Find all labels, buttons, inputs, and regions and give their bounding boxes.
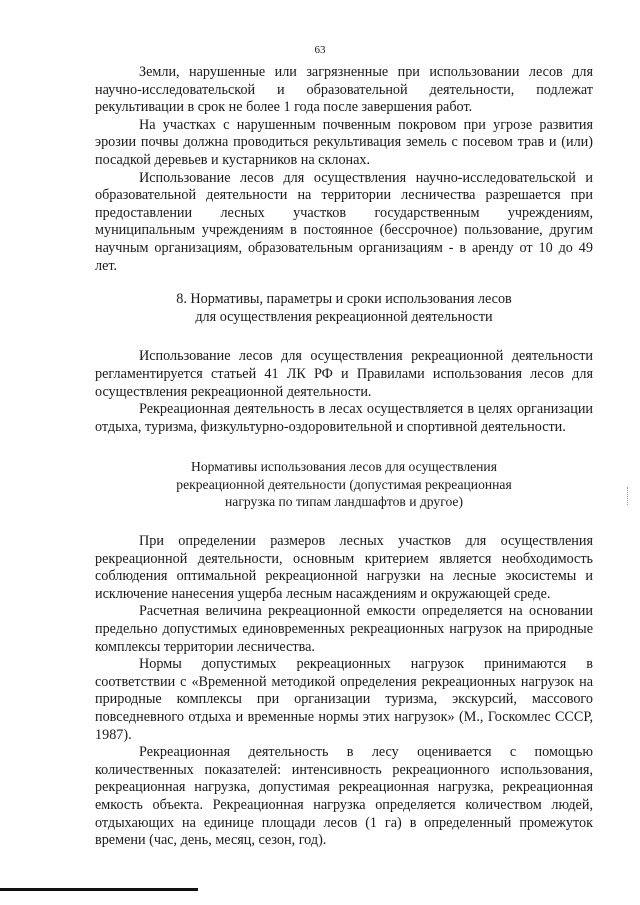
paragraph-norms: Нормы допустимых рекреационных нагрузок принимаются в соответствии с «Временной методикой определения рекреационных нагрузок на природные комплексы при организации туризма, экскурсий, массового повседневного отдыха и временные нормы этих нагрузок» (М., Госкомлес СССР, 1987). [95,656,593,743]
subheading-line-3: нагрузка по типам ландшафтов и другое) [225,494,463,510]
section-heading-line-1: 8. Нормативы, параметры и сроки использования лесов [176,291,512,308]
paragraph-indicators: Рекреационная деятельность в лесу оценивается с помощью количественных показателей: интенсивность рекреационного использования, рекреационная нагрузка, допустимая рекреационная нагрузка, рекреационная емкость объекта. Рекреационная нагрузка определяется количеством людей, отдыхающих на единице площади лесов (1 га) в определенный промежуток времени (час, день, месяц, сезон, год). [95,744,593,849]
paragraph-recreation-goals: Рекреационная деятельность в лесах осуществляется в целях организации отдыха, туризма, физкультурно-оздоровительной и спортивной деятельности. [95,401,593,435]
paragraph-plot-size: При определении размеров лесных участков для осуществления рекреационной деятельности, основным критерием является необходимость соблюдения оптимальной рекреационной нагрузки на лесные экосистемы и исключение нанесения ущерба лесным насаждениям и окружающей среде. [95,533,593,602]
paragraph-soil-cover: На участках с нарушенным почвенным покровом при угрозе развития эрозии почвы должна проводиться рекультивация земель с посевом трав и (или) посадкой деревьев и кустарников на склонах. [95,116,593,168]
footer-rule [0,888,198,891]
subheading-line-1: Нормативы использования лесов для осуществления [191,459,497,475]
section-heading [95,291,593,326]
scan-artifact [627,487,629,505]
section-heading-line-2: для осуществления рекреационной деятельности [195,308,493,325]
page-number: 63 [314,44,326,56]
document-body [95,64,593,850]
paragraph-research-use: Использование лесов для осуществления научно-исследовательской и образовательной деятельности на территории лесничества разрешается при предоставлении лесных участков государственным учреждениям, муниципальным учреждениям в постоянное (бессрочное) пользование, другим научным организациям, образовательным организациям - в аренду от 10 до 49 лет. [95,169,593,274]
paragraph-reclamation: Земли, нарушенные или загрязненные при использовании лесов для научно-исследовательской и образовательной деятельности, подлежат рекультивации в срок не более 1 года после завершения работ. [95,64,593,116]
subheading-line-2: рекреационной деятельности (допустимая рекреационная [176,476,512,492]
subheading [95,458,593,511]
paragraph-regulation: Использование лесов для осуществления рекреационной деятельности регламентируется статьей 41 ЛК РФ и Правилами использования лесов для осуществления рекреационной деятельности. [95,348,593,400]
paragraph-capacity: Расчетная величина рекреационной емкости определяется на основании предельно допустимых единовременных рекреационных нагрузок на природные комплексы территории лесничества. [95,603,593,655]
